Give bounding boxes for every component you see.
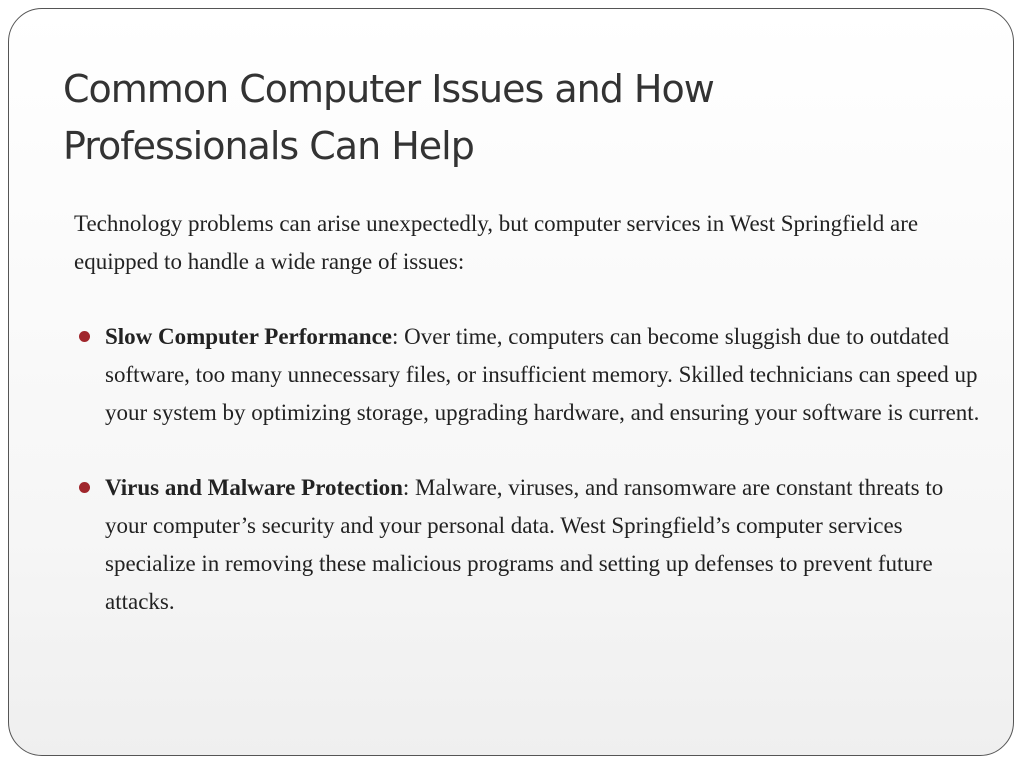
slide-frame — [8, 8, 1014, 756]
bullet-heading: Virus and Malware Protection — [105, 475, 403, 500]
title-line-1: Common Computer Issues and How — [63, 67, 714, 111]
title-line-2: Professionals Can Help — [63, 124, 474, 168]
slide-body — [74, 205, 984, 658]
intro-paragraph: Technology problems can arise unexpectedly, but computer services in West Springfield are equipped to handle a wide range of issues: — [74, 211, 919, 274]
bullet-description: : Over time, computers can become sluggish due to outdated software, too many unnecessary files, or insufficient memory. Skilled technicians can speed up your system by optimizing storage, upgrading hardware, and ensuring your software is current. — [105, 324, 980, 425]
bullet-dot-icon — [79, 482, 90, 493]
bullet-description: : Malware, viruses, and ransomware are constant threats to your computer’s security and your personal data. West Springfield’s computer services specialize in removing these malicious programs and setting up defenses to prevent future attacks. — [105, 475, 944, 614]
slide-title — [63, 61, 963, 175]
bullet-item-malware-protection — [74, 469, 984, 621]
bullet-heading: Slow Computer Performance — [105, 324, 393, 349]
bullet-dot-icon — [79, 331, 90, 342]
bullet-item-slow-performance — [74, 318, 984, 432]
bullet-list — [74, 318, 984, 621]
